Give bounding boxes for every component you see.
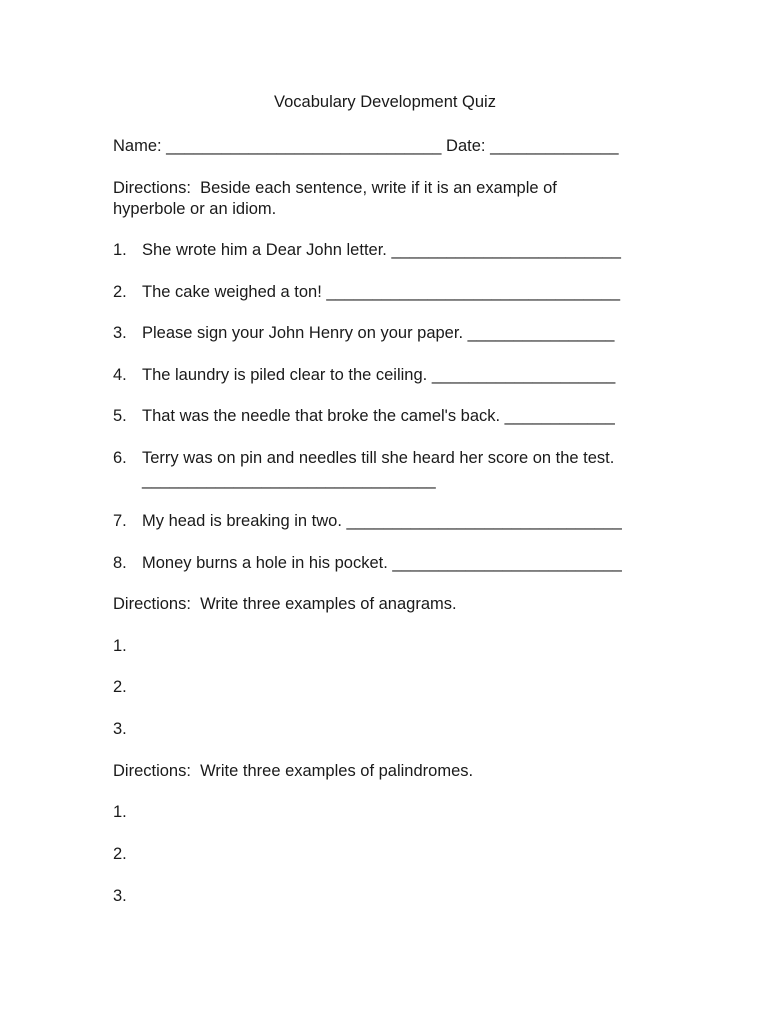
question-number: 1.: [113, 241, 127, 259]
question-number: 4.: [113, 366, 127, 384]
anagram-item-2: 2.: [113, 678, 127, 696]
palindrome-item-1: 1.: [113, 803, 127, 821]
question-1: [113, 240, 621, 260]
directions-2: Directions: Write three examples of anagrams.: [113, 595, 457, 613]
question-text: The laundry is piled clear to the ceiling. ____________________: [142, 366, 616, 384]
question-text: Please sign your John Henry on your paper. ________________: [142, 324, 615, 342]
directions-1-line2: hyperbole or an idiom.: [113, 200, 277, 218]
question-text: My head is breaking in two. ______________________________: [142, 512, 622, 530]
palindrome-item-2: 2.: [113, 845, 127, 863]
question-number: 7.: [113, 512, 127, 530]
name-date-line: Name: ______________________________ Date: ______________: [113, 137, 619, 155]
directions-1-line1: Directions: Beside each sentence, write if it is an example of: [113, 179, 557, 197]
page-title: Vocabulary Development Quiz: [274, 93, 496, 111]
question-text: Money burns a hole in his pocket. _________________________: [142, 554, 622, 572]
question-text: Terry was on pin and needles till she heard her score on the test.: [142, 449, 615, 467]
question-number: 6.: [113, 449, 127, 467]
question-8: [113, 553, 622, 573]
directions-3: Directions: Write three examples of palindromes.: [113, 762, 474, 780]
question-text: The cake weighed a ton! ________________________________: [142, 283, 621, 301]
question-2: [113, 282, 620, 302]
question-6: [113, 448, 614, 468]
question-number: 2.: [113, 283, 127, 301]
question-number: 5.: [113, 407, 127, 425]
question-number: 3.: [113, 324, 127, 342]
question-6-answer-line: ________________________________: [142, 471, 436, 489]
anagram-item-1: 1.: [113, 637, 127, 655]
question-text: She wrote him a Dear John letter. _________________________: [142, 241, 621, 259]
question-3: [113, 323, 614, 343]
question-7: [113, 511, 622, 531]
question-text: That was the needle that broke the camel's back. ____________: [142, 407, 615, 425]
question-5: [113, 406, 615, 426]
anagram-item-3: 3.: [113, 720, 127, 738]
question-4: [113, 365, 615, 385]
question-number: 8.: [113, 554, 127, 572]
palindrome-item-3: 3.: [113, 887, 127, 905]
